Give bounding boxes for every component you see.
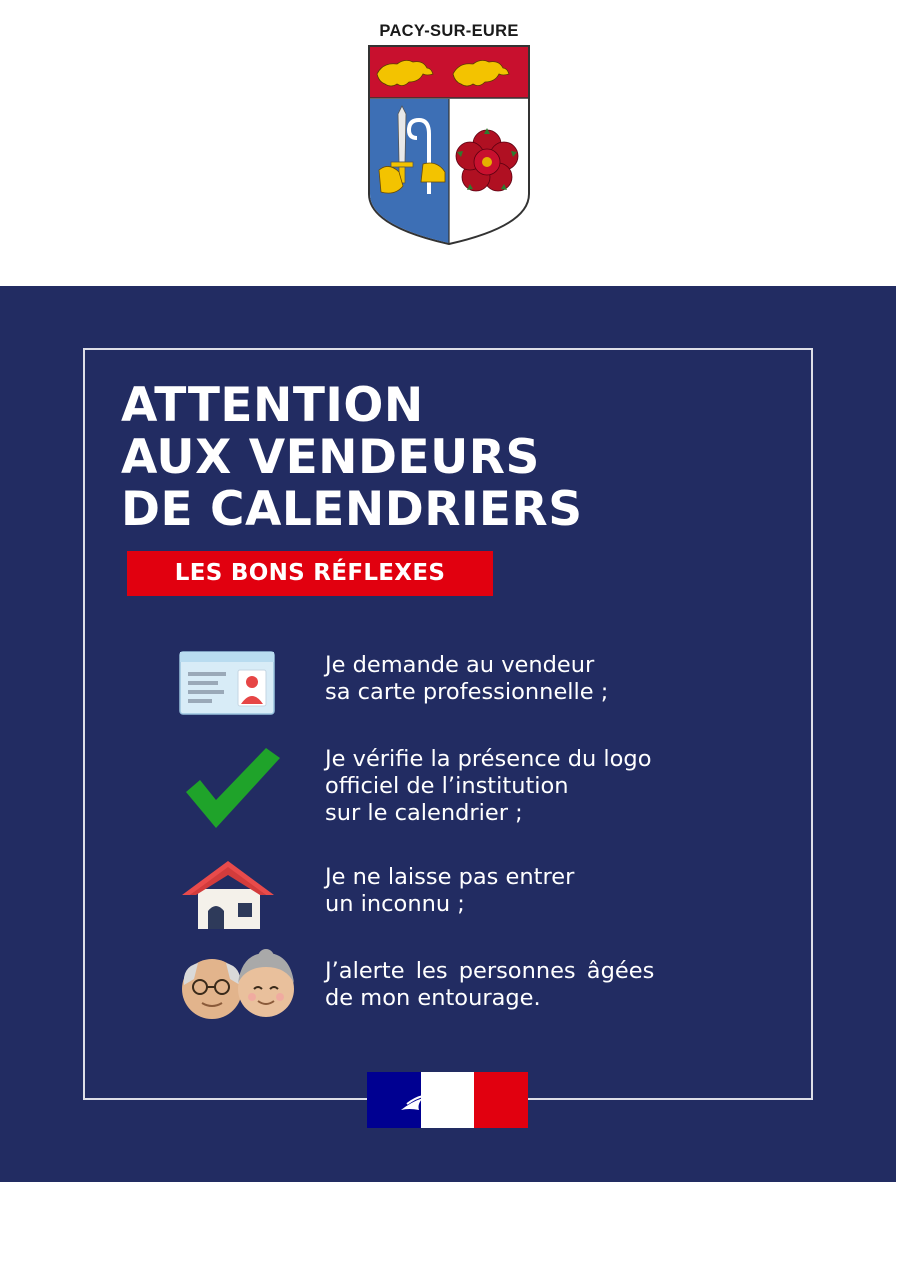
tip-line: sur le calendrier ;	[325, 800, 523, 826]
tip-line: Je ne laisse pas entrer	[325, 864, 575, 890]
tip-line: Je vérifie la présence du logo	[325, 746, 652, 772]
tip-line: un inconnu ;	[325, 891, 465, 917]
checkmark-icon	[178, 744, 282, 834]
headline-line: AUX VENDEURS	[121, 430, 540, 485]
house-icon	[178, 859, 278, 931]
tip-line: J’alerte les personnes âgées	[325, 958, 655, 984]
town-name: PACY-SUR-EURE	[379, 22, 519, 40]
tip-text	[325, 864, 725, 918]
headline-line: ATTENTION	[121, 378, 424, 433]
awareness-poster	[0, 286, 896, 1182]
tip-text	[325, 958, 725, 1012]
good-reflexes-badge: LES BONS RÉFLEXES	[127, 551, 493, 596]
tip-line: officiel de l’institution	[325, 773, 569, 799]
headline-line: DE CALENDRIERS	[121, 482, 583, 537]
tip-line: Je demande au vendeur	[325, 652, 595, 678]
tip-line: sa carte professionnelle ;	[325, 679, 609, 705]
id-card-icon	[178, 650, 276, 716]
poster-headline	[121, 380, 583, 536]
tip-text	[325, 746, 725, 827]
elderly-couple-icon	[178, 949, 300, 1023]
coat-of-arms-icon	[363, 44, 535, 246]
tip-line: de mon entourage.	[325, 985, 541, 1011]
tip-text	[325, 652, 725, 706]
marianne-logo-icon	[367, 1072, 528, 1128]
town-crest	[355, 18, 543, 246]
